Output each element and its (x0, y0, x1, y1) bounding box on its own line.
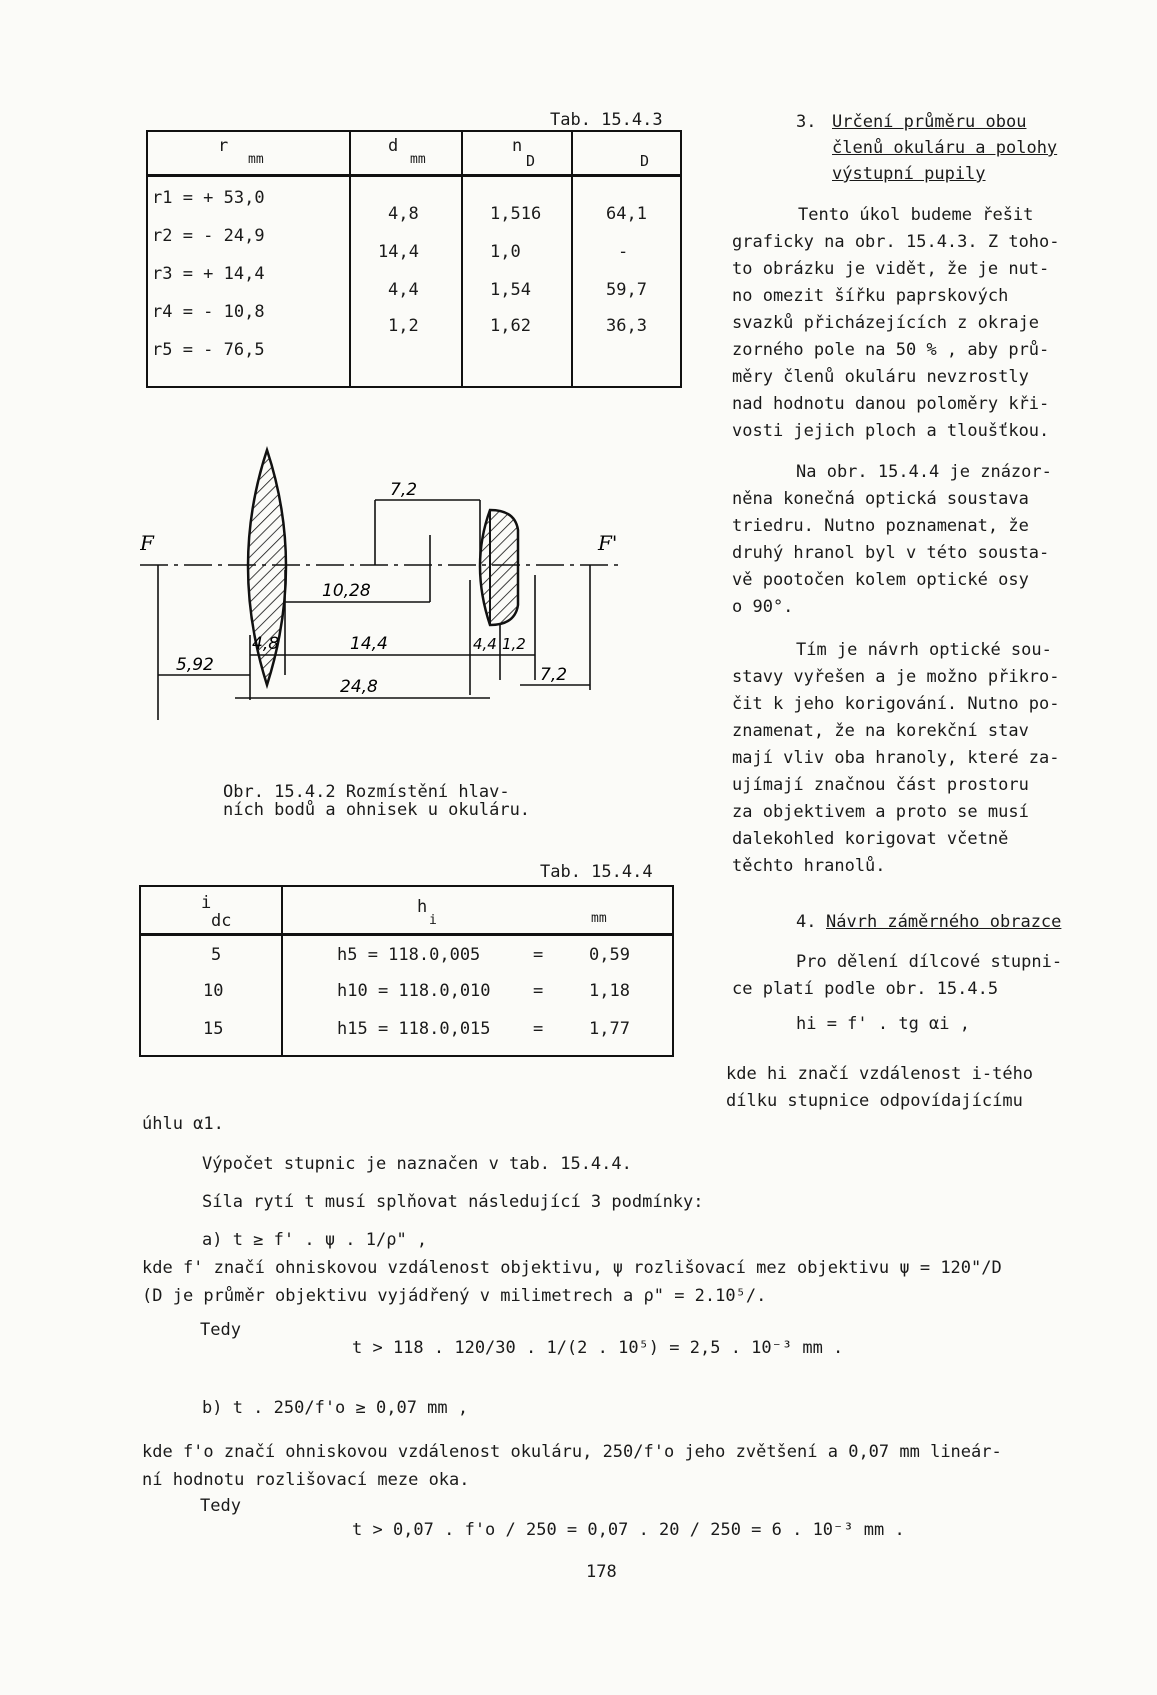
label-10-28: 10,28 (322, 581, 371, 601)
section-4-number: 4. (796, 912, 817, 932)
tab1-r-5: r5 = - 76,5 (152, 340, 265, 360)
tab2-row-1-h: h5 = 118.0,005 (337, 945, 481, 965)
tedy-2: Tedy (200, 1496, 241, 1516)
tab2-row-2-h: h10 = 118.0,010 (337, 981, 491, 1001)
section-3-title-2: členů okuláru a polohy (832, 138, 1058, 158)
tab1-r-3: r3 = + 14,4 (152, 264, 265, 284)
p1-line: vosti jejich ploch a tloušťkou. (732, 421, 1050, 441)
tab2-header-h: h (417, 897, 428, 917)
force-line: Síla rytí t musí splňovat následující 3 podmínky: (202, 1192, 704, 1212)
tab1-d-4: 1,2 (388, 316, 419, 336)
p3-line: čit k jeho korigování. Nutno po- (732, 694, 1060, 714)
tab1-n-1: 1,516 (490, 204, 542, 224)
p1-line: Tento úkol budeme řešit (798, 205, 1034, 225)
calc-line: Výpočet stupnic je naznačen v tab. 15.4.4. (202, 1154, 632, 1174)
tab1-r-1: r1 = + 53,0 (152, 188, 265, 208)
p4-line: Pro dělení dílcové stupni- (796, 952, 1063, 972)
tab2-row-3-i: 15 (203, 1019, 224, 1039)
tab1-v-4: 36,3 (606, 316, 647, 336)
tab1-header-d: d (388, 136, 399, 156)
tab1-header-n: n (512, 136, 523, 156)
tab1-header-r: r (218, 136, 229, 156)
condition-b: b) t . 250/f'o ≥ 0,07 mm , (202, 1398, 469, 1418)
p2-line: druhý hranol byl v této sousta- (732, 543, 1050, 563)
label-5-92: 5,92 (176, 655, 214, 675)
tab1-header-r-unit: mm (248, 152, 264, 167)
section-3-number: 3. (796, 112, 817, 132)
where-fo-line-2: ní hodnotu rozlišovací meze oka. (142, 1470, 470, 1490)
figure-caption-1: Obr. 15.4.2 Rozmístění hlav- (223, 782, 510, 802)
p2-line: Na obr. 15.4.4 je znázor- (796, 462, 1052, 482)
tab1-header-d-unit: mm (410, 152, 426, 167)
p3-line: znamenat, že na korekční stav (732, 721, 1029, 741)
tab2-row-1-mm: 0,59 (589, 945, 630, 965)
label-14-4: 14,4 (350, 634, 388, 654)
p2-line: o 90°. (732, 597, 794, 617)
section-3-title-1: Určení průměru obou (832, 112, 1027, 132)
where-f-line-2: (D je průměr objektivu vyjádřený v milimetrech a ρ" = 2.10⁵/. (142, 1286, 767, 1306)
tab2-header-h-sub: i (429, 913, 437, 928)
section-4-title: Návrh záměrného obrazce (826, 912, 1062, 932)
tab2-row-2-eq: = (533, 981, 544, 1001)
tab1-header-n-sub: D (526, 152, 536, 170)
p3-line: dalekohled korigovat včetně (732, 829, 1009, 849)
p3-line: Tím je návrh optické sou- (796, 640, 1052, 660)
p2-line: triedru. Nutno poznamenat, že (732, 516, 1029, 536)
p3-line: ujímají značnou část prostoru (732, 775, 1029, 795)
tab1-caption: Tab. 15.4.3 (550, 110, 663, 130)
label-24-8: 24,8 (340, 677, 378, 697)
p5-line: dílku stupnice odpovídajícímu (726, 1091, 1023, 1111)
p1-line: měry členů okuláru nevzrostly (732, 367, 1029, 387)
tab1-header-v: D (640, 152, 650, 170)
label-7-2-top: 7,2 (390, 480, 418, 500)
tab1-d-1: 4,8 (388, 204, 419, 224)
tab1-d-3: 4,4 (388, 280, 419, 300)
tab2-row-2-mm: 1,18 (589, 981, 630, 1001)
tab2-header-i: i (201, 893, 212, 913)
p1-line: no omezit šířku paprskových (732, 286, 1009, 306)
p3-line: těchto hranolů. (732, 856, 886, 876)
tab1-n-2: 1,0 (490, 242, 521, 262)
equation-1: t > 118 . 120/30 . 1/(2 . 10⁵) = 2,5 . 10⁻³ mm . (352, 1338, 844, 1358)
p2-line: vě pootočen kolem optické osy (732, 570, 1029, 590)
tab1-d-2: 14,4 (378, 242, 419, 262)
p3-line: za objektivem a proto se musí (732, 802, 1029, 822)
condition-a: a) t ≥ f' . ψ . 1/ρ" , (202, 1230, 428, 1250)
tab1-table (146, 130, 682, 388)
angle-line: úhlu α1. (142, 1114, 224, 1134)
p1-line: to obrázku je vidět, že je nut- (732, 259, 1050, 279)
tab1-v-2: - (618, 242, 629, 262)
page-number: 178 (586, 1562, 617, 1582)
tedy-1: Tedy (200, 1320, 241, 1340)
tab2-header-dc: dc (211, 911, 232, 931)
p3-line: mají vliv oba hranoly, které za- (732, 748, 1060, 768)
label-4-4: 4,4 (473, 635, 497, 653)
tab2-row-1-i: 5 (211, 945, 222, 965)
tab2-caption: Tab. 15.4.4 (540, 862, 653, 882)
tab2-row-3-eq: = (533, 1019, 544, 1039)
label-F-prime: F' (598, 531, 618, 555)
where-f-line-1: kde f' značí ohniskovou vzdálenost objektivu, ψ rozlišovací mez objektivu ψ = 120"/D (142, 1258, 1002, 1278)
tab2-row-1-eq: = (533, 945, 544, 965)
tab1-v-1: 64,1 (606, 204, 647, 224)
p4-line: ce platí podle obr. 15.4.5 (732, 979, 999, 999)
tab2-row-2-i: 10 (203, 981, 224, 1001)
label-1-2: 1,2 (502, 635, 526, 653)
tab2-table (139, 885, 674, 1057)
tab2-row-3-h: h15 = 118.0,015 (337, 1019, 491, 1039)
p1-line: graficky na obr. 15.4.3. Z toho- (732, 232, 1060, 252)
label-7-2-right: 7,2 (540, 665, 568, 685)
eyepiece-diagram (140, 440, 660, 760)
tab1-v-3: 59,7 (606, 280, 647, 300)
section-3-title-3: výstupní pupily (832, 164, 986, 184)
p5-line: kde hi značí vzdálenost i-tého (726, 1064, 1034, 1084)
formula-hi: hi = f' . tg αi , (796, 1014, 970, 1034)
label-4-8: 4,8 (252, 634, 280, 654)
figure-caption-2: ních bodů a ohnisek u okuláru. (223, 800, 531, 820)
p1-line: svazků přicházejících z okraje (732, 313, 1040, 333)
where-fo-line-1: kde f'o značí ohniskovou vzdálenost okuláru, 250/f'o jeho zvětšení a 0,07 mm lineár- (142, 1442, 1002, 1462)
equation-2: t > 0,07 . f'o / 250 = 0,07 . 20 / 250 = 6 . 10⁻³ mm . (352, 1520, 905, 1540)
tab1-n-4: 1,62 (490, 316, 531, 336)
label-F: F (140, 531, 154, 555)
tab1-n-3: 1,54 (490, 280, 531, 300)
tab2-row-3-mm: 1,77 (589, 1019, 630, 1039)
p3-line: stavy vyřešen a je možno přikro- (732, 667, 1060, 687)
lens-2 (480, 510, 518, 625)
p1-line: zorného pole na 50 % , aby prů- (732, 340, 1050, 360)
tab1-r-4: r4 = - 10,8 (152, 302, 265, 322)
p1-line: nad hodnotu danou poloměry kři- (732, 394, 1050, 414)
tab2-header-unit: mm (591, 911, 607, 926)
tab1-r-2: r2 = - 24,9 (152, 226, 265, 246)
p2-line: něna konečná optická soustava (732, 489, 1029, 509)
